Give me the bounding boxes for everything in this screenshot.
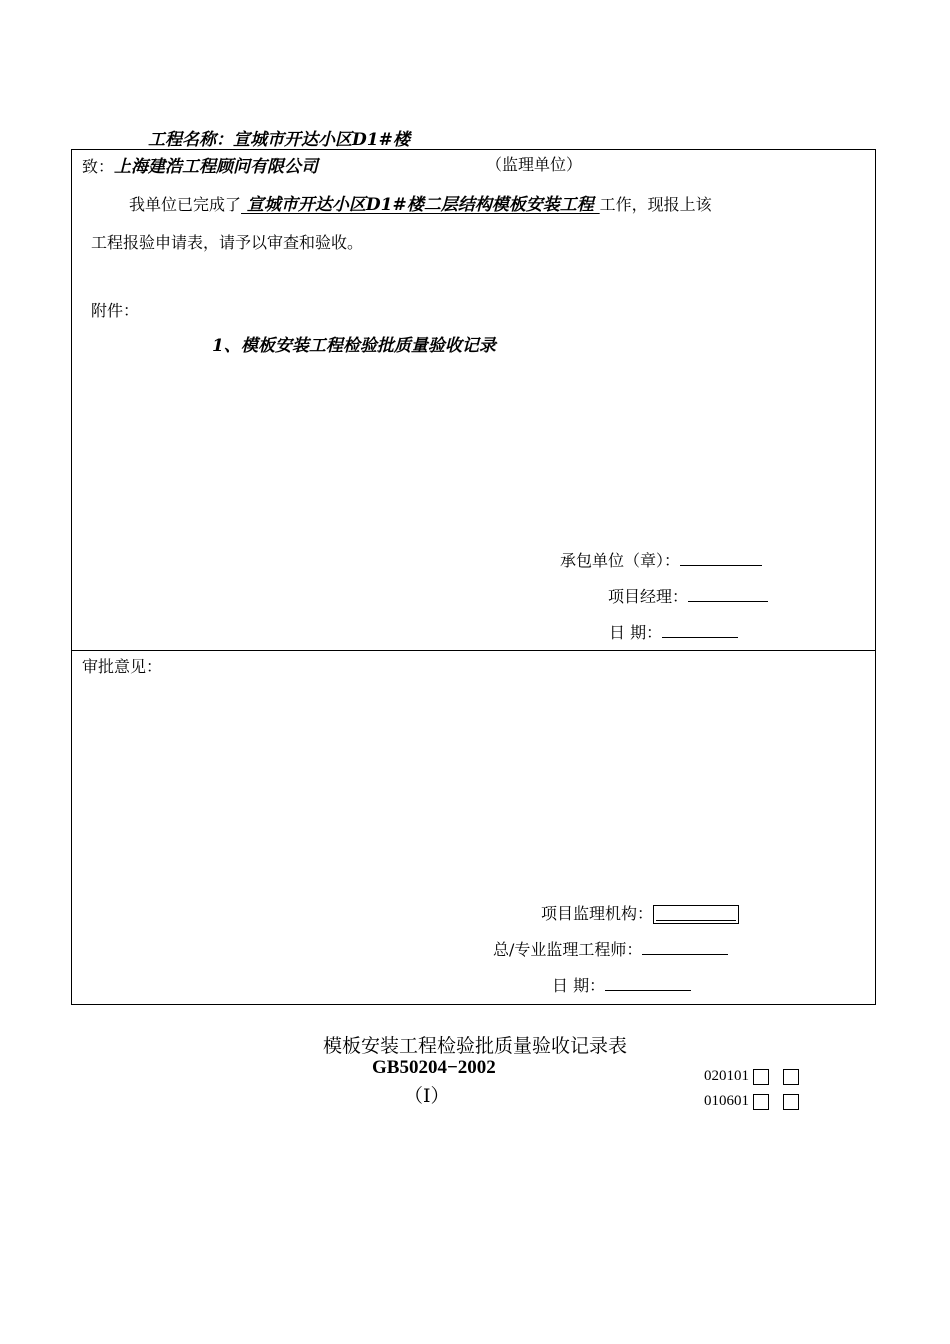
code-value-1: 020101 [704,1068,749,1084]
standard-code: GB50204−2002 [372,1057,496,1078]
attachment-item-1: 1、模板安装工程检验批质量验收记录 [212,336,496,356]
contractor-date-line [609,620,738,643]
code-row-1 [704,1068,799,1085]
supervision-org-line [541,901,739,924]
inspection-form-table [71,149,876,1005]
form-number-roman: （Ⅰ） [404,1085,450,1107]
project-name-line [148,125,410,150]
report-suffix: 工作，现报上该 [599,195,712,214]
project-name: 宣城市开达小区D1#楼 [233,130,410,150]
completed-work-name: 宣城市开达小区D1#楼二层结构模板安装工程 [241,195,600,215]
project-separator: ： [216,130,233,150]
contractor-date-blank[interactable] [662,623,738,638]
project-manager-label: 项目经理： [608,587,689,606]
project-manager-line [608,584,768,607]
code-checkbox[interactable] [783,1069,799,1085]
project-manager-blank[interactable] [688,587,768,602]
report-line-2: 工程报验申请表，请予以审查和验收。 [91,233,364,252]
supervisor-unit-note: （监理单位） [486,155,583,174]
code-checkbox[interactable] [783,1094,799,1110]
report-line-1 [129,190,712,215]
supervision-org-field[interactable] [653,905,739,924]
supervision-org-label: 项目监理机构： [541,904,654,923]
contractor-unit-label: 承包单位（章）： [560,551,681,570]
supervising-engineer-line [493,937,728,960]
supervisor-date-line [552,973,691,996]
supervisor-company: 上海建浩工程顾问有限公司 [114,157,319,177]
attachments-label: 附件： [91,301,140,320]
supervising-engineer-blank[interactable] [642,940,728,955]
contractor-date-label: 日 期： [609,623,663,642]
contractor-unit-blank[interactable] [680,551,762,566]
recipient-line [82,152,318,177]
record-table-title: 模板安装工程检验批质量验收记录表 [322,1035,627,1057]
supervising-engineer-label: 总/专业监理工程师： [493,940,643,959]
report-prefix: 我单位已完成了 [129,195,242,214]
code-value-2: 010601 [704,1093,749,1109]
recipient-label: 致： [82,157,115,176]
code-checkbox[interactable] [753,1069,769,1085]
supervisor-date-label: 日 期： [552,976,606,995]
supervisor-date-blank[interactable] [605,976,691,991]
contractor-unit-line [560,548,762,571]
project-label: 工程名称 [148,130,216,150]
approval-opinion-label: 审批意见： [82,657,163,676]
code-checkbox[interactable] [753,1094,769,1110]
code-row-2 [704,1093,799,1110]
section-divider [72,650,875,651]
